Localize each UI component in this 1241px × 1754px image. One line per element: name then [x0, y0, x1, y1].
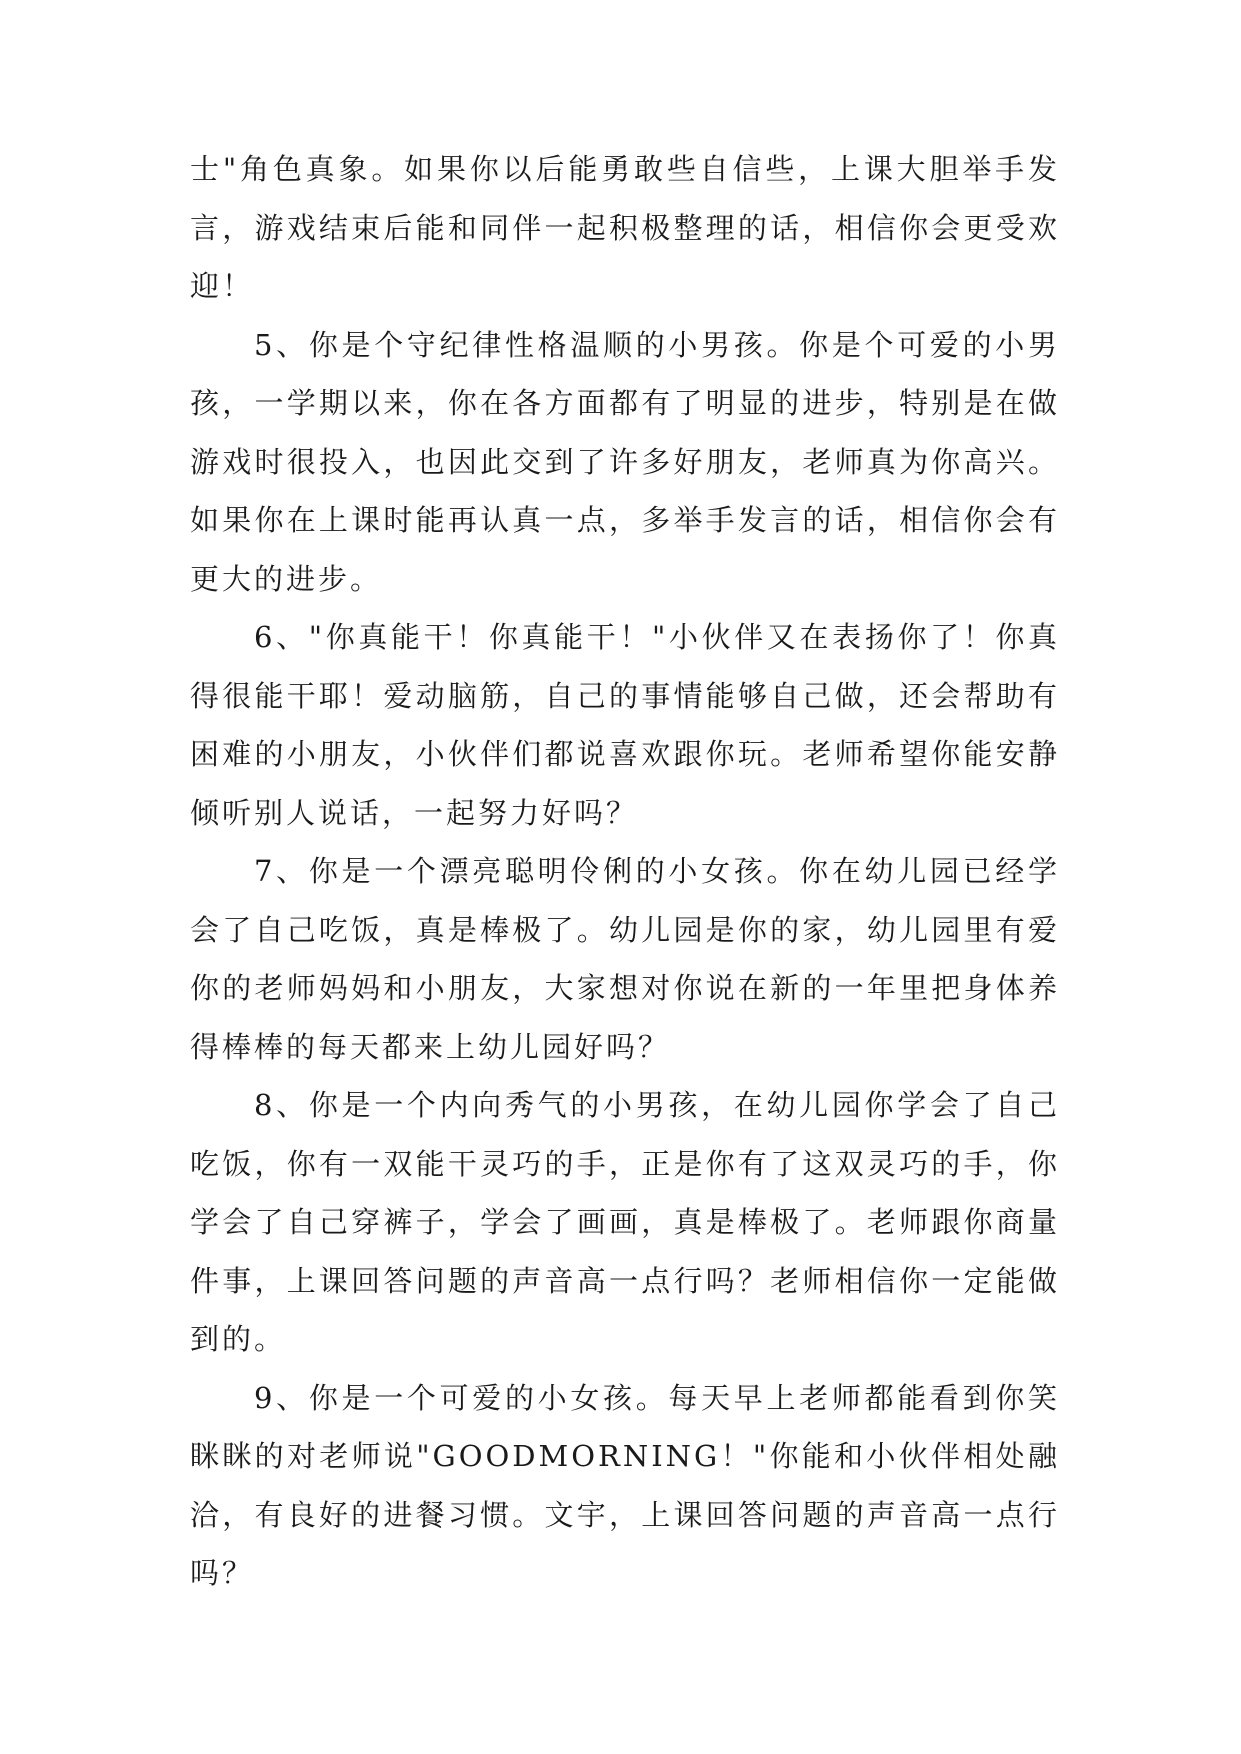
paragraph-continuation: 士"角色真象。如果你以后能勇敢些自信些，上课大胆举手发言，游戏结束后能和同伴一起积极整理的话，相信你会更受欢迎！	[190, 152, 1060, 303]
paragraph-item-6: 6、"你真能干！你真能干！"小伙伴又在表扬你了！你真得很能干耶！爱动脑筋，自己的事情能够自己做，还会帮助有困难的小朋友，小伙伴们都说喜欢跟你玩。老师希望你能安静倾听别人说话，一起努力好吗？	[190, 620, 1060, 830]
document-body	[190, 140, 1060, 1603]
paragraph-item-7: 7、你是一个漂亮聪明伶俐的小女孩。你在幼儿园已经学会了自己吃饭，真是棒极了。幼儿园是你的家，幼儿园里有爱你的老师妈妈和小朋友，大家想对你说在新的一年里把身体养得棒棒的每天都来上幼儿园好吗？	[190, 854, 1060, 1064]
paragraph-item-8: 8、你是一个内向秀气的小男孩，在幼儿园你学会了自己吃饭，你有一双能干灵巧的手，正是你有了这双灵巧的手，你学会了自己穿裤子，学会了画画，真是棒极了。老师跟你商量件事，上课回答问题的声音高一点行吗？老师相信你一定能做到的。	[190, 1088, 1060, 1356]
paragraph-item-9: 9、你是一个可爱的小女孩。每天早上老师都能看到你笑眯眯的对老师说"GOODMORNING！"你能和小伙伴相处融洽，有良好的进餐习惯。文宇，上课回答问题的声音高一点行吗？	[190, 1380, 1060, 1590]
paragraph-item-5: 5、你是个守纪律性格温顺的小男孩。你是个可爱的小男孩，一学期以来，你在各方面都有了明显的进步，特别是在做游戏时很投入，也因此交到了许多好朋友，老师真为你高兴。如果你在上课时能再认真一点，多举手发言的话，相信你会有更大的进步。	[190, 327, 1060, 596]
